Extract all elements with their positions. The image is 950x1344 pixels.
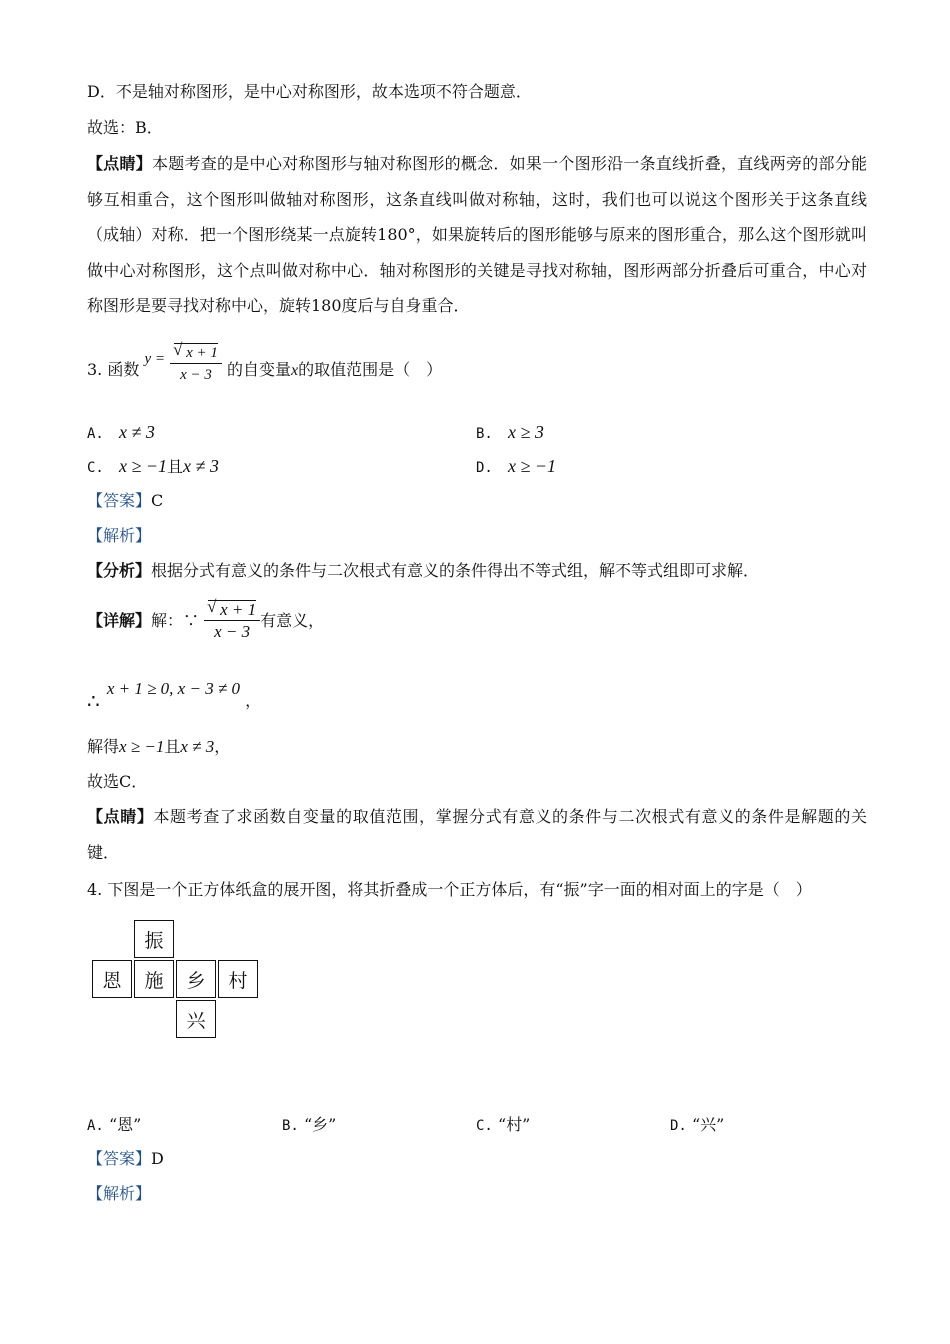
q3-detail-fraction: √ $\frac{x + 1}{x - 3}$	[204, 600, 260, 643]
q3-func-y: y =	[144, 351, 165, 367]
q3-option-b: B. x ≥ 3	[476, 422, 544, 442]
net-cell-1: 恩	[92, 960, 132, 998]
q3-answer: 【答案】C	[87, 491, 164, 510]
net-cell-bottom: 兴	[176, 1000, 216, 1038]
q3-comment: 【点睛】本题考查了求函数自变量的取值范围，掌握分式有意义的条件与二次根式有意义的条件是解题的关键．	[87, 807, 867, 862]
net-cell-3: 乡	[176, 960, 216, 998]
net-cell-4: 村	[218, 960, 258, 998]
q3-solve: 解得x ≥ −1且x ≠ 3，	[87, 737, 231, 756]
q3-func-denominator: x − 3	[180, 367, 212, 383]
q4-option-a: A. “恩”	[87, 1115, 142, 1134]
net-cell-top: 振	[134, 920, 174, 958]
q2-choice: 故选：B．	[87, 118, 163, 137]
q4-option-b: B. “乡”	[282, 1115, 337, 1134]
q3-option-d: D. x ≥ −1	[476, 456, 556, 476]
q3-var-x: x	[290, 362, 299, 379]
q3-option-c: C. x ≥ −1且x ≠ 3	[87, 456, 219, 476]
q3-function-fraction	[170, 343, 222, 386]
comment-tag: 【点睛】	[87, 154, 153, 173]
q3-prefix: 3. 函数	[87, 360, 140, 379]
cube-net-figure	[92, 920, 260, 1042]
q3-option-a: A. x ≠ 3	[87, 422, 155, 442]
net-cell-2: 施	[134, 960, 174, 998]
q4-analysis-tag: 【解析】	[87, 1184, 152, 1203]
q3-fenxi: 【分析】根据分式有意义的条件与二次根式有意义的条件得出不等式组，解不等式组即可求解．	[87, 561, 760, 580]
q3-stem	[87, 345, 443, 393]
q2-comment	[87, 146, 867, 324]
q3-analysis-tag: 【解析】	[87, 526, 152, 545]
comment-text: 本题考查的是中心对称图形与轴对称图形的概念．如果一个图形沿一条直线折叠，直线两旁的部分能够互相重合，这个图形叫做轴对称图形，这条直线叫做对称轴，这时，我们也可以说这个图形关于这条直线（成轴）对称．把一个图形绕某一点旋转180°，如果旋转后的图形能够与原来的图形重合，那么这个图形就叫做中心对称图形，这个点叫做对称中心．轴对称图形的关键是寻找对称轴，图形两部分折叠后可重合，中心对称图形是要寻找对称中心，旋转180度后与自身重合．	[87, 154, 867, 315]
q4-option-d: D. “兴”	[670, 1115, 725, 1134]
q3-suffix-1: 的自变量	[226, 360, 291, 379]
q3-detail: 【详解】解：∵ √ $\frac{x + 1}{x - 3}$ 有意义，	[87, 596, 324, 646]
q2-option-d-explanation: D．不是轴对称图形，是中心对称图形，故本选项不符合题意．	[87, 82, 532, 101]
q4-option-c: C. “村”	[476, 1115, 531, 1134]
q4-answer: 【答案】D	[87, 1149, 164, 1168]
q3-choice: 故选C．	[87, 772, 148, 791]
q4-stem: 4. 下图是一个正方体纸盒的展开图，将其折叠成一个正方体后，有“振”字一面的相对面上的字是（ ）	[87, 880, 812, 899]
q3-inequalities: ∴ x + 1 ≥ 0, x − 3 ≠ 0 ，	[87, 679, 262, 713]
q3-suffix-2: 的取值范围是（ ）	[298, 360, 443, 379]
q3-func-numerator: √ x + 1	[174, 343, 218, 362]
